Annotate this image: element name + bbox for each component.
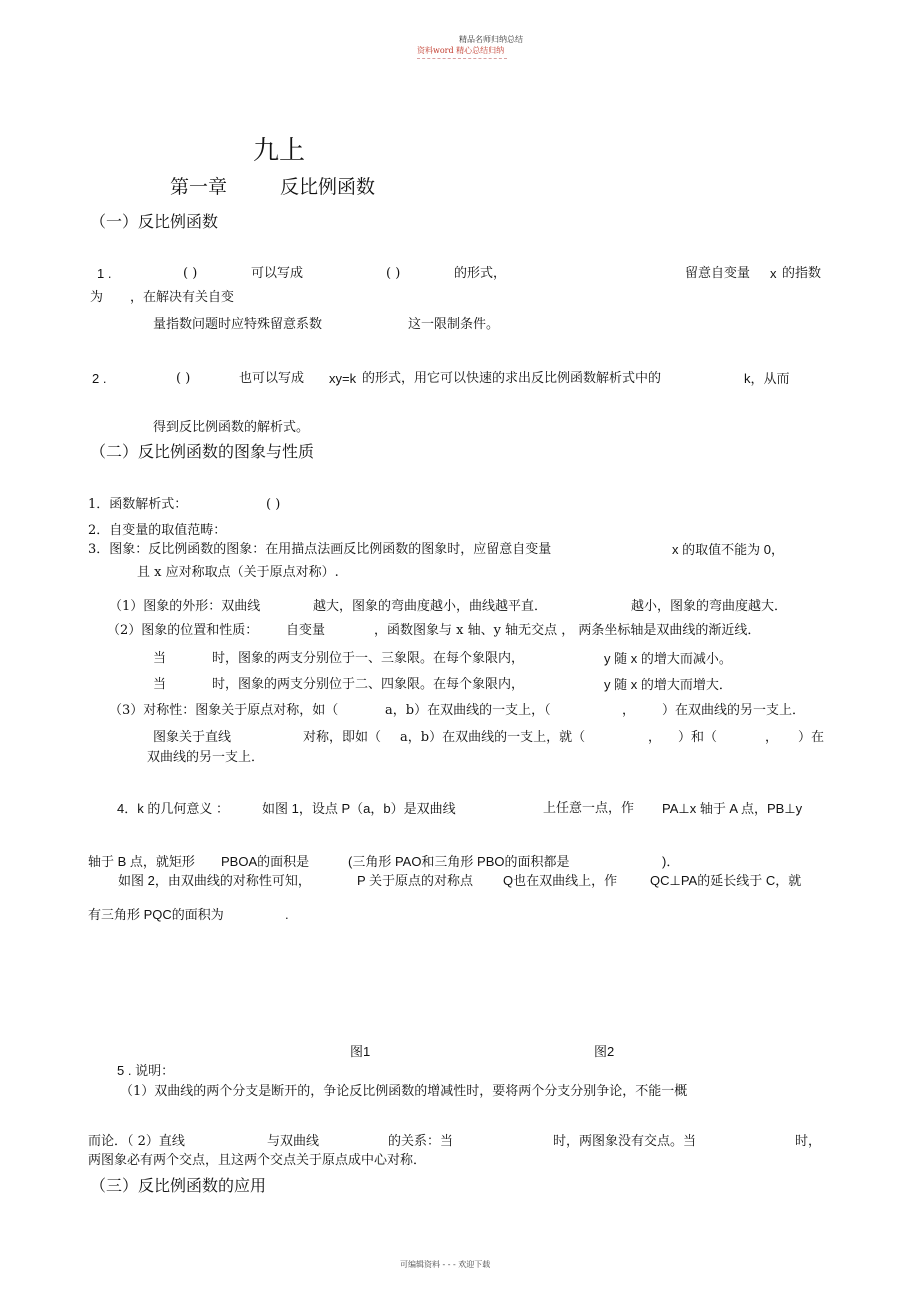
s2-a3e: 图象关于直线 [153,730,232,745]
p1-solve: ，在解决有关自变 [130,290,235,305]
s2-a2: （2）图象的位置和性质： [107,623,259,638]
s2-item1: 1．函数解析式： [88,497,188,512]
header-divider [417,58,507,59]
p1-exponent: 的指数 [782,266,822,281]
s2-a3h: ， [648,730,662,745]
p4-f: PBOA的面积是 [221,854,310,869]
s2-a3g: a，b）在双曲线的一支上，就（ [400,730,586,745]
p1-x: x [770,266,777,281]
s2-dang2: 当 [153,677,167,692]
p5-line3: 两图象必有两个交点，且这两个交点关于原点成中心对称． [88,1153,427,1168]
p5-l2a: 而论．（ 2）直线 [88,1134,185,1149]
section-heading-3: （三）反比例函数的应用 [90,1176,267,1195]
s2-item2: 2．自变量的取值范畴： [88,523,227,538]
p4-e: 轴于 B 点，就矩形 [88,854,195,869]
figure-1-caption: 图1 [350,1044,371,1059]
p4-m: 有三角形 PQC的面积为 [88,907,224,922]
s2-a2b: 自变量 [286,623,326,638]
s2-a3k: ）在 [798,730,825,745]
p1-paren2: ( ) [386,266,401,281]
header-line1: 精品名师归纳总结 [459,35,523,44]
p1-form: 的形式， [454,266,507,281]
p1-note-x: 留意自变量 [685,266,751,281]
p4-k: Q也在双曲线上，作 [503,873,618,888]
section-heading-2: （二）反比例函数的图象与性质 [90,442,315,461]
p4-h: )． [662,854,680,869]
section-heading-1: （一）反比例函数 [90,212,219,231]
s2-dang1c: y 随 x 的增大而减小。 [604,651,732,666]
p4-g: (三角形 PAO和三角形 PBO的面积都是 [348,854,570,869]
s2-item3-x: x 的取值不能为 0， [672,542,784,557]
p2-text2: 的形式，用它可以快速的求出反比例函数解析式中的 [362,371,662,386]
p4-b: 如图 1，设点 P（a，b）是双曲线 [262,801,456,816]
p5-line1: （1）双曲线的两个分支是断开的，争论反比例函数的增减性时，要将两个分支分别争论，不能一概 [120,1084,688,1099]
s2-a3b: a，b）在双曲线的一支上，（ [385,703,551,718]
p5-l2c: 的关系：当 [388,1134,454,1149]
s2-a3l: 双曲线的另一支上． [147,750,265,765]
grade-title: 九上 [253,136,306,166]
p2-text: 也可以写成 [239,371,305,386]
s2-dang1b: 时，图象的两支分别位于一、三象限。在每个象限内， [212,651,525,666]
p2-line2: 得到反比例函数的解析式。 [153,420,310,435]
p2-xyk: xy=k [329,371,357,386]
s2-a3d: ）在双曲线的另一支上． [662,703,806,718]
p5-l2e: 时， [795,1134,822,1149]
p1-can-write: 可以写成 [251,266,304,281]
p1-number: 1 . [97,266,112,281]
s2-a2c: ，函数图象与 x 轴、y 轴无交点 ， 两条坐标轴是双曲线的渐近线． [374,623,761,638]
s2-dang1: 当 [153,651,167,666]
s2-item3: 3．图象：反比例函数的图象：在用描点法画反比例函数的图象时，应留意自变量 [88,542,552,557]
p2-paren: ( ) [176,371,191,386]
p4-i: 如图 2，由双曲线的对称性可知， [118,873,311,888]
p2-k: k，从而 [744,371,790,386]
s2-item1-paren: ( ) [266,497,281,512]
s2-item3-b: 且 x 应对称取点（关于原点对称）. [137,565,339,580]
s2-dang2c: y 随 x 的增大而增大． [604,677,732,692]
s2-a1b: 越大，图象的弯曲度越小，曲线越平直． [313,599,548,614]
s2-a1c: 越小，图象的弯曲度越大． [631,599,788,614]
header-line2: 资料word 精心总结归纳 [417,46,505,55]
s2-dang2b: 时，图象的两支分别位于二、四象限。在每个象限内， [212,677,525,692]
p4-c: 上任意一点，作 [543,801,635,816]
chapter-name: 反比例函数 [280,176,376,198]
p4-j: P 关于原点的对称点 [357,873,474,888]
p4-a: 4．k 的几何意义 ： [117,801,229,816]
p4-d: PA⊥x 轴于 A 点，PB⊥y [662,801,803,816]
p2-number: 2 . [92,371,107,386]
p5-l2b: 与双曲线 [267,1134,320,1149]
p4-n: . [285,907,289,922]
s2-a3c: ， [622,703,636,718]
p1-line2b: 这一限制条件。 [408,317,500,332]
s2-a3: （3）对称性：图象关于原点对称，如（ [109,703,339,718]
p5-number: 5 . 说明： [117,1063,175,1078]
s2-a3f: 对称，即如（ [303,730,382,745]
page-footer: 可编辑资料 - - - 欢迎下载 [400,1260,491,1269]
p5-l2d: 时，两图象没有交点。当 [553,1134,697,1149]
s2-a3i: ）和（ [678,730,718,745]
p1-wei: 为 [90,290,104,305]
p1-line2: 量指数问题时应特殊留意系数 [153,317,323,332]
p4-l: QC⊥PA的延长线于 C，就 [650,873,802,888]
s2-a1: （1）图象的外形：双曲线 [109,599,261,614]
figure-2-caption: 图2 [594,1044,615,1059]
chapter-number: 第一章 [170,176,228,198]
p1-paren1: ( ) [183,266,198,281]
s2-a3j: ， [765,730,779,745]
